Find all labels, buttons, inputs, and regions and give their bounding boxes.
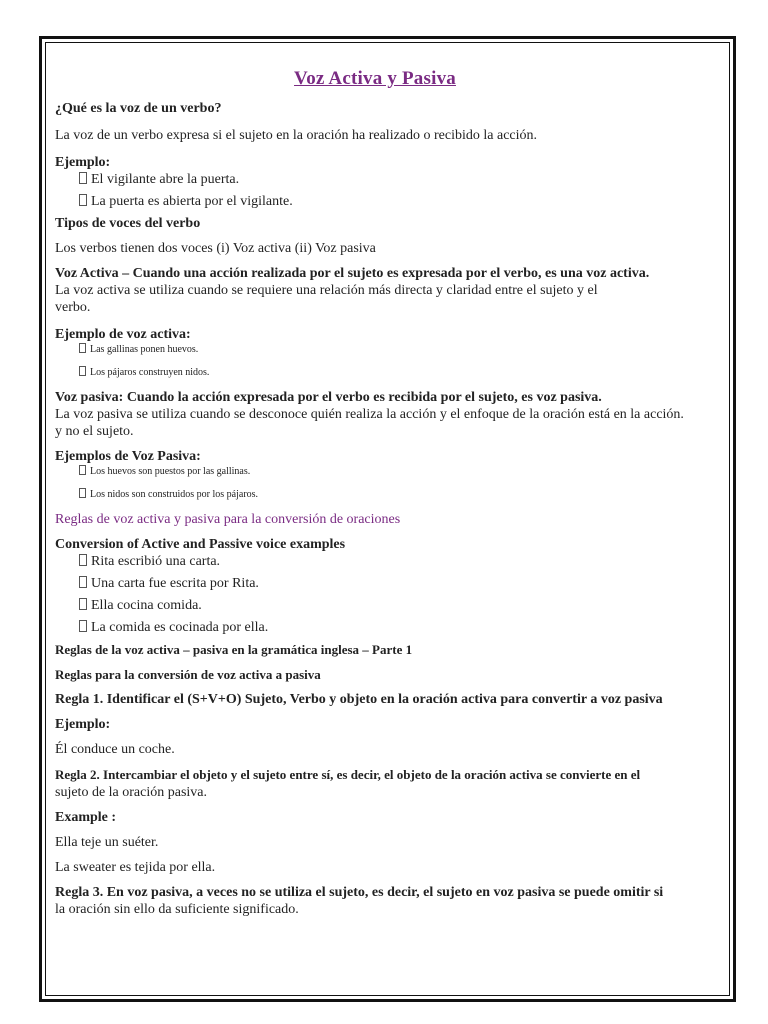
regla1-example: Él conduce un coche. bbox=[55, 742, 175, 757]
list-item: Ella cocina comida. bbox=[79, 597, 725, 614]
conversion-example-list bbox=[55, 553, 725, 636]
regla2-example-a: Ella teje un suéter. bbox=[55, 835, 159, 850]
activa-example-list bbox=[55, 343, 725, 379]
parte1-heading: Reglas de la voz activa – pasiva en la gramática inglesa – Parte 1 bbox=[55, 642, 413, 657]
example-list bbox=[55, 171, 725, 210]
list-item: Los nidos son construidos por los pájaros. bbox=[79, 488, 725, 501]
bullet-box-icon bbox=[79, 172, 87, 184]
bullet-box-icon bbox=[79, 465, 86, 475]
activa-example-heading: Ejemplo de voz activa: bbox=[55, 327, 191, 342]
regla3-text: Regla 3. En voz pasiva, a veces no se utiliza el sujeto, es decir, el sujeto en voz pasiva se puede omitir si la oración sin ello da suficiente significado. bbox=[55, 885, 664, 917]
section-heading-tipos: Tipos de voces del verbo bbox=[55, 216, 201, 231]
bullet-box-icon bbox=[79, 366, 86, 376]
pasiva-example-list bbox=[55, 465, 725, 501]
list-item: Rita escribió una carta. bbox=[79, 553, 725, 570]
tipos-text: Los verbos tienen dos voces (i) Voz activa (ii) Voz pasiva bbox=[55, 241, 376, 256]
bullet-box-icon bbox=[79, 620, 87, 632]
definition-text: La voz de un verbo expresa si el sujeto en la oración ha realizado o recibido la acción. bbox=[55, 128, 538, 143]
bullet-box-icon bbox=[79, 343, 86, 353]
list-item: La comida es cocinada por ella. bbox=[79, 619, 725, 636]
list-item: El vigilante abre la puerta. bbox=[79, 171, 725, 188]
pasiva-example-heading: Ejemplos de Voz Pasiva: bbox=[55, 449, 201, 464]
document-body bbox=[55, 68, 725, 918]
regla2-example-b: La sweater es tejida por ella. bbox=[55, 860, 216, 875]
bullet-box-icon bbox=[79, 554, 87, 566]
example-label: Ejemplo: bbox=[55, 155, 111, 170]
list-item: Los pájaros construyen nidos. bbox=[79, 366, 725, 379]
bullet-box-icon bbox=[79, 576, 87, 588]
question-heading: ¿Qué es la voz de un verbo? bbox=[55, 101, 222, 116]
reglas-conversion-heading: Reglas para la conversión de voz activa a pasiva bbox=[55, 667, 321, 682]
activa-text: La voz activa se utiliza cuando se requiere una relación más directa y claridad entre el sujeto y el verbo. bbox=[55, 283, 598, 315]
regla1-text: Regla 1. Identificar el (S+V+O) Sujeto, Verbo y objeto en la oración activa para convertir a voz pasiva bbox=[55, 692, 663, 707]
activa-heading: Voz Activa – Cuando una acción realizada por el sujeto es expresada por el verbo, es una voz activa. bbox=[55, 266, 650, 281]
reglas-link[interactable]: Reglas de voz activa y pasiva para la conversión de oraciones bbox=[55, 512, 401, 527]
list-item: Los huevos son puestos por las gallinas. bbox=[79, 465, 725, 478]
pasiva-text: La voz pasiva se utiliza cuando se desconoce quién realiza la acción y el enfoque de la oración está en la acción. y no el sujeto. bbox=[55, 407, 684, 439]
pasiva-heading: Voz pasiva: Cuando la acción expresada por el verbo es recibida por el sujeto, es voz pasiva. bbox=[55, 390, 602, 405]
bullet-box-icon bbox=[79, 194, 87, 206]
bullet-box-icon bbox=[79, 488, 86, 498]
list-item: Una carta fue escrita por Rita. bbox=[79, 575, 725, 592]
regla2-text: Regla 2. Intercambiar el objeto y el sujeto entre sí, es decir, el objeto de la oración activa se convierte en el sujeto de la oración pasiva. bbox=[55, 767, 641, 800]
list-item: Las gallinas ponen huevos. bbox=[79, 343, 725, 356]
page-title: Voz Activa y Pasiva bbox=[294, 68, 456, 89]
example-label-2: Ejemplo: bbox=[55, 717, 111, 732]
conversion-heading: Conversion of Active and Passive voice examples bbox=[55, 537, 346, 552]
list-item: La puerta es abierta por el vigilante. bbox=[79, 193, 725, 210]
bullet-box-icon bbox=[79, 598, 87, 610]
example-label-3: Example : bbox=[55, 810, 117, 825]
